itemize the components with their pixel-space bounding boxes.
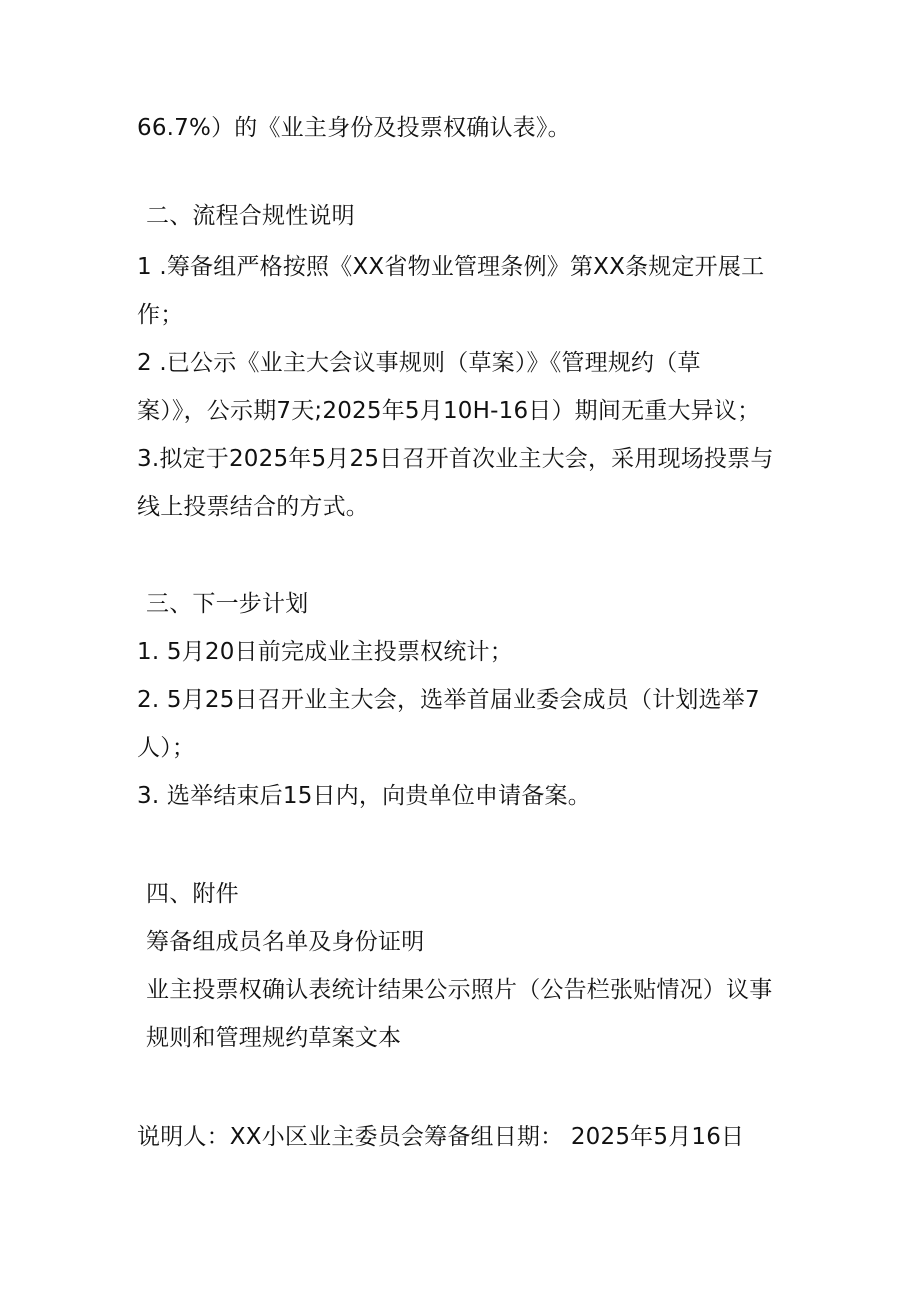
section-4-heading: 四、附件 [146, 881, 239, 907]
section-3-item-1: 1. 5月20日前完成业主投票权统计； [137, 639, 513, 665]
attachment-item-2-line-1: 业主投票权确认表统计结果公示照片（公告栏张贴情况）议事 [146, 977, 773, 1003]
section-2-item-3-line-2: 线上投票结合的方式。 [137, 494, 369, 520]
intro-tail-text: 66.7%）的《业主身份及投票权确认表》。 [137, 115, 571, 141]
attachment-item-1: 筹备组成员名单及身份证明 [146, 929, 425, 955]
section-2-item-3-line-1: 3.拟定于2025年5月25日召开首次业主大会，采用现场投票与 [137, 446, 774, 472]
section-3-item-2-line-2: 人）； [137, 735, 196, 761]
section-2-heading: 二、流程合规性说明 [146, 203, 355, 229]
section-3-item-2-line-1: 2. 5月25日召开业主大会，选举首届业委会成员（计划选举7 [137, 687, 760, 713]
section-3-item-3: 3. 选举结束后15日内，向贵单位申请备案。 [137, 783, 591, 809]
section-2-item-1-line-1: 1 .筹备组严格按照《XX省物业管理条例》第XX条规定开展工 [137, 254, 765, 280]
section-2-item-1-line-2: 作； [137, 302, 184, 328]
section-3-heading: 三、下一步计划 [146, 591, 309, 617]
attachment-item-2-line-2: 规则和管理规约草案文本 [146, 1025, 402, 1051]
signature-line: 说明人：XX小区业主委员会筹备组日期： 2025年5月16日 [137, 1124, 745, 1150]
section-2-item-2-line-2: 案）》，公示期7天;2025年5月10H-16日）期间无重大异议； [137, 398, 761, 424]
section-2-item-2-line-1: 2 .已公示《业主大会议事规则（草案）》《管理规约（草 [137, 350, 701, 376]
